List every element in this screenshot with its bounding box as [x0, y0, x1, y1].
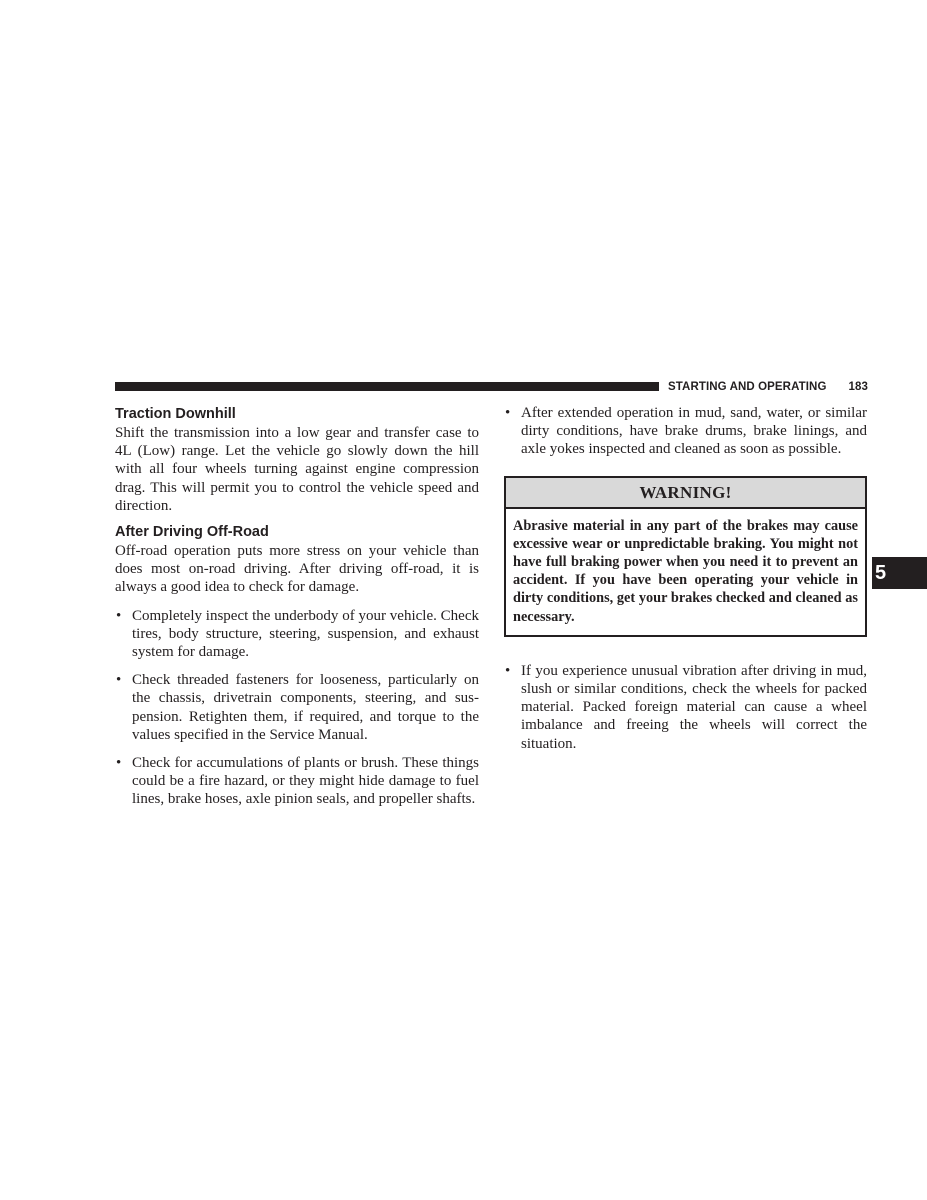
list-item: [115, 671, 479, 744]
left-column: [115, 404, 479, 819]
warning-title: WARNING!: [506, 478, 865, 509]
warning-box: [504, 476, 867, 637]
bullet-icon: •: [116, 755, 122, 772]
vibration-list: [504, 662, 867, 753]
bullet-icon: •: [505, 662, 511, 679]
after-driving-offroad-heading: After Driving Off-Road: [115, 524, 269, 541]
traction-downhill-heading: Traction Downhill: [115, 406, 236, 422]
after-driving-offroad-text: Off-road operation puts more stress on your vehicle than does most on-road driving. After driving off-road, it is always a good idea to check for damage.: [115, 543, 479, 596]
warning-text: Abrasive material in any part of the brakes may cause excessive wear or unpredictable braking. You might not have full braking power when you need it to prevent an accident. If you have been operating your vehicle in dirty conditions, get your brakes checked and cleaned as necessary.: [513, 517, 858, 625]
list-item-text: After extended operation in mud, sand, water, or similar dirty conditions, have brake drums, brake linings, and axle yokes inspected and cleaned as soon as possible.: [521, 405, 867, 458]
list-item: [115, 754, 479, 809]
bullet-icon: •: [116, 607, 122, 624]
list-item-text: Completely inspect the underbody of your vehicle. Check tires, body structure, steering, suspension, and exhaust system for damage.: [132, 607, 479, 661]
traction-downhill-text: Shift the transmission into a low gear and transfer case to 4L (Low) range. Let the vehicle go slowly down the hill with all four wheels turning against engine compression drag. This will permit you to control the vehicle speed and direction.: [115, 425, 479, 514]
list-item: [504, 662, 867, 753]
list-item-text: Check threaded fasteners for looseness, particularly on the chassis, drivetrain components, steering, and sus-pension. Retighten them, if required, and torque to the values specified in the Service Manual.: [132, 672, 479, 743]
chapter-number: 5: [874, 561, 887, 584]
header-rule: [115, 382, 659, 391]
brake-inspection-list: [504, 404, 867, 459]
list-item-text: If you experience unusual vibration after driving in mud, slush or similar conditions, check the wheels for packed material. Packed foreign material can cause a wheel imbalance and freeing the wheels will correct the situation.: [521, 662, 867, 752]
right-column: [504, 404, 867, 753]
list-item: [115, 607, 479, 662]
list-item: [504, 404, 867, 459]
bullet-icon: •: [505, 405, 511, 421]
page-number: 183: [848, 381, 868, 393]
list-item-text: Check for accumulations of plants or brush. These things could be a fire hazard, or they might hide damage to fuel lines, brake hoses, axle pinion seals, and propeller shafts.: [132, 755, 479, 808]
running-header: [668, 379, 868, 395]
bullet-icon: •: [116, 672, 122, 689]
offroad-checklist: [115, 607, 479, 809]
section-title: STARTING AND OPERATING: [668, 381, 827, 393]
chapter-tab: [872, 557, 927, 589]
